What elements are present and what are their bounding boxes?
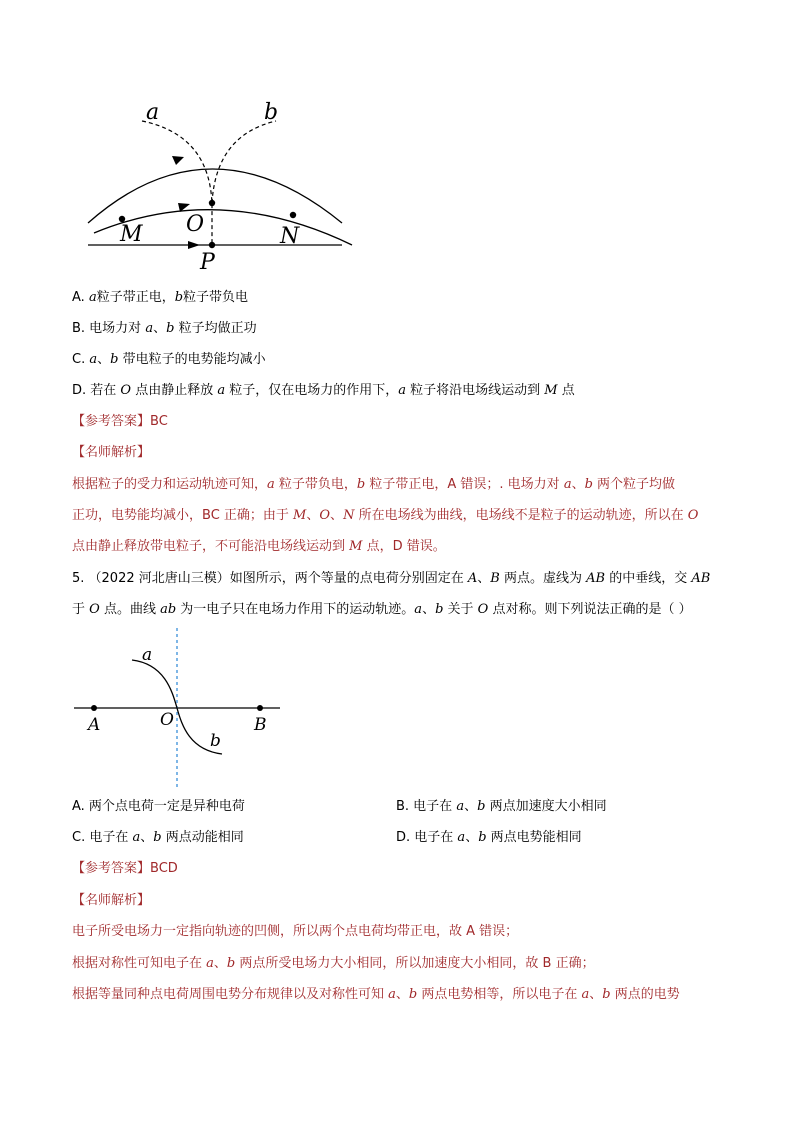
charge-A-dot bbox=[91, 705, 97, 711]
upper-arrow-icon bbox=[172, 156, 184, 165]
q4-analysis-title: 【名师解析】 bbox=[72, 445, 151, 460]
q5-option-c: C. 电子在 a、b 两点动能相同 bbox=[72, 830, 244, 845]
q5-option-b: B. 电子在 a、b 两点加速度大小相同 bbox=[396, 799, 607, 814]
label-A: A bbox=[88, 715, 101, 735]
point-P-dot bbox=[209, 242, 215, 248]
q4-analysis-line1: 根据粒子的受力和运动轨迹可知，a 粒子带负电，b 粒子带正电，A 错误；. 电场力对 a、b 两个粒子均做 bbox=[72, 477, 676, 492]
q5-analysis-line2: 根据对称性可知电子在 a、b 两点所受电场力大小相同，所以加速度大小相同，故 B 正确； bbox=[72, 956, 595, 971]
q4-option-b: B. 电场力对 a、b 粒子均做正功 bbox=[72, 321, 257, 336]
label-O: O bbox=[160, 710, 174, 730]
label-N: N bbox=[280, 224, 300, 249]
label-b: b bbox=[210, 731, 221, 751]
label-M: M bbox=[120, 222, 143, 247]
charges-figure bbox=[72, 626, 292, 790]
label-a: a bbox=[146, 100, 160, 125]
upper-field-line bbox=[88, 169, 342, 223]
q4-analysis-line2: 正功，电势能均减小，BC 正确；由于 M、O、N 所在电场线为曲线，电场线不是粒子的运动轨迹，所以在 O bbox=[72, 508, 699, 523]
bottom-arrow-icon bbox=[188, 241, 200, 249]
q4-analysis-line3: 点由静止释放带电粒子，不可能沿电场线运动到 M 点，D 错误。 bbox=[72, 539, 446, 554]
q5-option-d: D. 电子在 a、b 两点电势能相同 bbox=[396, 830, 582, 845]
q5-analysis-title: 【名师解析】 bbox=[72, 893, 151, 908]
label-b: b bbox=[264, 100, 279, 125]
point-N-dot bbox=[290, 212, 296, 218]
q5-stem-line2: 于 O 点。曲线 ab 为一电子只在电场力作用下的运动轨迹。a、b 关于 O 点对称。则下列说法正确的是（ ） bbox=[72, 602, 692, 617]
q4-answer: 【参考答案】BC bbox=[72, 414, 168, 429]
label-a: a bbox=[142, 645, 153, 665]
q4-option-a: A. a粒子带正电，b粒子带负电 bbox=[72, 290, 249, 305]
q5-analysis-line1: 电子所受电场力一定指向轨迹的凹侧，所以两个点电荷均带正电，故 A 错误； bbox=[72, 924, 519, 939]
q5-option-a: A. 两个点电荷一定是异种电荷 bbox=[72, 799, 245, 814]
q4-option-c: C. a、b 带电粒子的电势能均减小 bbox=[72, 352, 266, 367]
q5-answer: 【参考答案】BCD bbox=[72, 861, 178, 876]
label-B: B bbox=[254, 715, 267, 735]
point-O-dot bbox=[209, 200, 215, 206]
label-O: O bbox=[186, 212, 205, 237]
q5-analysis-line3: 根据等量同种点电荷周围电势分布规律以及对称性可知 a、b 两点电势相等，所以电子在 a、b 两点的电势 bbox=[72, 987, 680, 1002]
trajectory-ab bbox=[132, 660, 222, 754]
field-lines-figure bbox=[80, 95, 360, 275]
q5-stem-line1: 5. （2022 河北唐山三模）如图所示，两个等量的点电荷分别固定在 A、B 两点。虚线为 AB 的中垂线，交 AB bbox=[72, 571, 711, 586]
charge-B-dot bbox=[257, 705, 263, 711]
q4-option-d: D. 若在 O 点由静止释放 a 粒子，仅在电场力的作用下，a 粒子将沿电场线运动到 M 点 bbox=[72, 383, 575, 398]
label-P: P bbox=[200, 250, 215, 275]
trajectory-b bbox=[212, 121, 276, 203]
